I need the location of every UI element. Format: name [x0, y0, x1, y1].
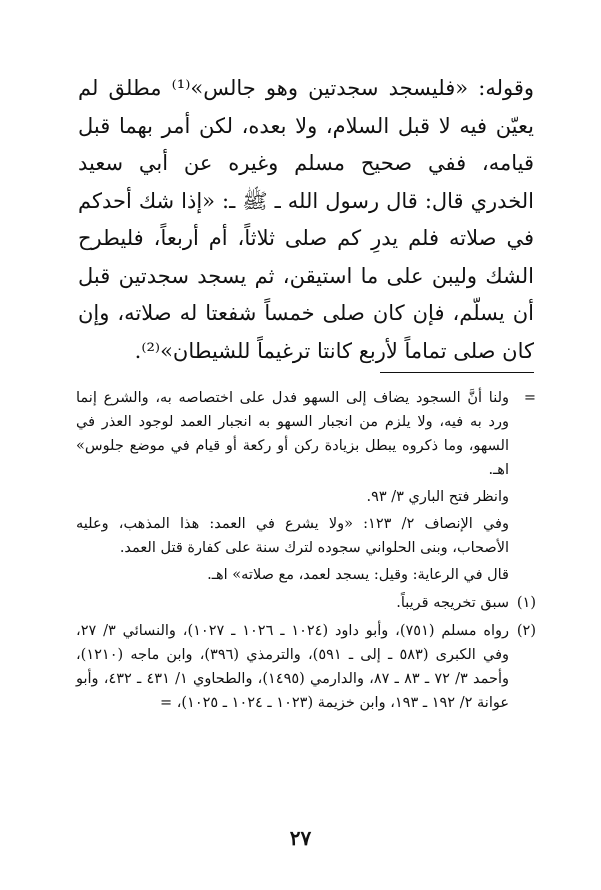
footnote-number: (٢) — [516, 623, 536, 639]
main-text — [78, 70, 534, 370]
continuation-paragraph-1: ولنا أنَّ السجود يضاف إلى السهو فدل على اختصاصه به، والشرع إنما ورد به فيه، ولا يلزم من انجبار السهو به انجبار العمد لوجود العذر في السهو، وما ذكروه يبطل بزيادة ركن أو ركعة أو قيام في موضع جلوس» اهـ. — [76, 390, 509, 478]
footnote-number: (١) — [516, 595, 536, 611]
footnote-text: رواه مسلم (٧٥١)، وأبو داود (١٠٢٤ ـ ١٠٢٦ ـ ١٠٢٧)، والنسائي ٣/ ٢٧، وفي الكبرى (٥٨٣ ـ إلى ـ ٥٩١)، والترمذي (٣٩٦)، وابن ماجه (١٢١٠)، وأحمد ٣/ ٧٢ ـ ٨٣ ـ ٨٧، والدارمي (١٤٩٥)، والطحاوي ١/ ٤٣١ ـ ٤٣٢، وأبو عوانة ٢/ ١٩٢ ـ ١٩٣، وابن خزيمة (١٠٢٣ ـ ١٠٢٤ ـ ١٠٢٥)، = — [76, 623, 510, 711]
footnotes — [76, 386, 536, 719]
footnote-continuation — [76, 386, 536, 587]
continuation-paragraph-4: قال في الرعاية: وقيل: يسجد لعمد، مع صلاته» اهـ. — [207, 567, 509, 583]
continuation-mark: = — [523, 390, 536, 406]
page-number: ٢٧ — [289, 826, 312, 850]
footnote-2 — [76, 619, 536, 715]
footnote-text: سبق تخريجه قريباً. — [396, 595, 509, 611]
continuation-paragraph-3: وفي الإنصاف ٢/ ١٢٣: «ولا يشرع في العمد: هذا المذهب، وعليه الأصحاب، وبنى الحلواني سجوده لترك سنة على كفارة قتل العمد. — [76, 516, 509, 556]
footnote-separator — [380, 372, 534, 373]
footnote-1 — [76, 591, 536, 615]
main-paragraph: وقوله: «فليسجد سجدتين وهو جالس»⁽¹⁾ مطلق لم يعيّن فيه لا قبل السلام، ولا بعده، لكن أمر بهما قبل قيامه، ففي صحيح مسلم وغيره عن أبي سعيد الخدري قال: قال رسول الله ـ ﷺ ـ: «إذا شك أحدكم في صلاته فلم يدرِ كم صلى ثلاثاً، أم أربعاً، فليطرح الشك وليبن على ما استيقن، ثم يسجد سجدتين قبل أن يسلّم، فإن كان صلى خمساً شفعتا له صلاته، وإن كان صلى تماماً لأربع كانتا ترغيماً للشيطان»⁽²⁾. — [78, 76, 535, 363]
continuation-paragraph-2: وانظر فتح الباري ٣/ ٩٣. — [366, 489, 509, 505]
